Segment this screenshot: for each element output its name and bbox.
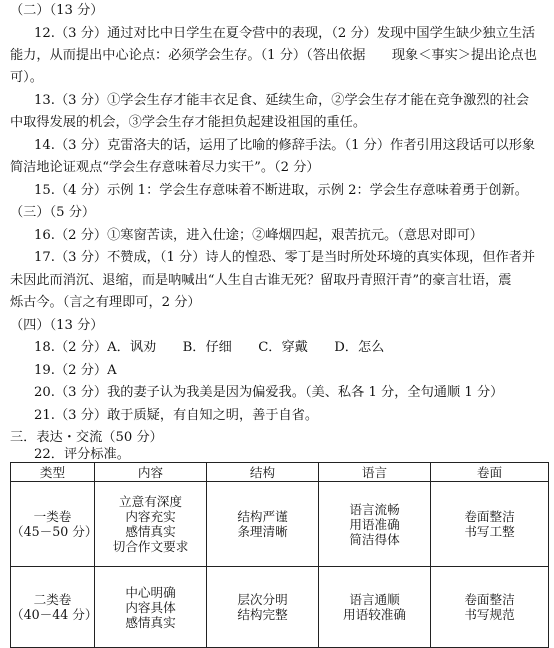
criterion: 卷面整洁 [464, 509, 515, 524]
answer-17-line-3: 烁古今。（言之有理即可，2 分） [10, 295, 201, 310]
header-language: 语言 [319, 463, 431, 482]
table-header-row [11, 463, 549, 482]
table-row [11, 482, 549, 567]
answer-21: 21.（3 分）敢于质疑，有自知之明，善于自省。 [34, 408, 319, 423]
criterion: 结构严谨 [237, 509, 288, 524]
type-cell [11, 482, 98, 567]
section-heading-4: （四）（13 分） [10, 318, 104, 333]
answer-13-line-1: 13.（3 分）①学会生存才能丰衣足食、延续生命，②学会生存才能在竞争激烈的社会 [34, 93, 530, 108]
criterion: 语言通顺 [349, 592, 400, 607]
answer-13-line-2: 中取得发展的机会，③学会生存才能担负起建设祖国的重任。 [10, 115, 367, 130]
header-content: 内容 [95, 463, 207, 482]
answer-12-line-1: 12.（3 分）通过对比中日学生在夏令营中的表现，（2 分）发现中国学生缺少独立生活 [34, 26, 536, 41]
language-cell [319, 567, 431, 648]
criterion: 简洁得体 [349, 531, 400, 547]
criterion: 中心明确 [125, 584, 176, 600]
answer-19: 19.（2 分）A [34, 363, 117, 378]
type-name: 二类卷 [33, 592, 72, 607]
answer-14-line-1: 14.（3 分）克雷洛夫的话，运用了比喻的修辞手法。（1 分）作者引用这段话可以形象 [34, 138, 536, 153]
language-cell [319, 482, 431, 567]
header-surface: 卷面 [431, 463, 549, 482]
answer-22-heading: 22．评分标准。 [34, 447, 130, 462]
answer-17-line-1: 17.（3 分）不赞成，（1 分）诗人的惶恐、零丁是当时所处环境的真实体现，但作者并 [34, 250, 536, 265]
header-structure: 结构 [207, 463, 319, 482]
answer-12-line-3: 可）。 [10, 70, 43, 85]
table-row [11, 567, 549, 648]
criterion: 内容具体 [125, 599, 176, 615]
answer-14-line-2: 简洁地论证观点“学会生存意味着尽力实干”。（2 分） [10, 160, 320, 175]
score-range: （40－44 分） [11, 607, 98, 622]
answer-20: 20.（3 分）我的妻子认为我美是因为偏爱我。（美、私各 1 分，全句通顺 1 分） [34, 385, 504, 400]
criterion: 条理清晰 [237, 524, 288, 539]
answer-12-line-2: 能力，从而提出中心论点：必须学会生存。（1 分）（答出依据 现象＜事实＞提出论点也 [10, 48, 537, 63]
answer-18: 18.（2 分）A．讽劝 B．仔细 C．穿戴 D．怎么 [34, 340, 385, 355]
criterion: 书写规范 [464, 607, 515, 622]
section-heading-2: （二）（13 分） [10, 3, 104, 18]
header-type: 类型 [11, 463, 95, 482]
criterion: 用语较准确 [343, 607, 406, 622]
section-heading-3: （三）（5 分） [10, 205, 96, 220]
criterion: 语言流畅 [349, 501, 400, 517]
type-name: 一类卷 [33, 509, 72, 524]
structure-cell [207, 482, 319, 567]
surface-cell [431, 567, 549, 648]
criterion: 卷面整洁 [464, 592, 515, 607]
criterion: 书写工整 [464, 524, 515, 539]
criterion: 切合作文要求 [112, 539, 189, 554]
criterion: 用语准确 [349, 516, 400, 532]
answer-17-line-2: 未因此而消沉、退缩，而是呐喊出“人生自古谁无死？留取丹青照汗青”的豪言壮语，震 [10, 273, 512, 288]
criterion: 结构完整 [237, 607, 288, 622]
content-cell [95, 482, 207, 567]
criterion: 内容充实 [125, 509, 176, 524]
answer-16: 16.（2 分）①寒窗苦读，进入仕途；②峰烟四起，艰苦抗元。（意思对即可） [34, 228, 483, 243]
surface-cell [431, 482, 549, 567]
section-heading-expression: 三．表达・交流（50 分） [10, 430, 163, 445]
criterion: 层次分明 [237, 592, 288, 607]
answer-15: 15.（4 分）示例 1：学会生存意味着不断进取，示例 2：学会生存意味着勇于创新。 [34, 183, 528, 198]
criterion: 立意有深度 [119, 494, 182, 509]
score-range: （45－50 分） [11, 524, 98, 539]
criterion: 感情真实 [125, 614, 176, 630]
type-cell [11, 567, 98, 648]
scoring-rubric-table [10, 462, 549, 648]
content-cell [95, 567, 207, 648]
structure-cell [207, 567, 319, 648]
criterion: 感情真实 [125, 524, 176, 539]
